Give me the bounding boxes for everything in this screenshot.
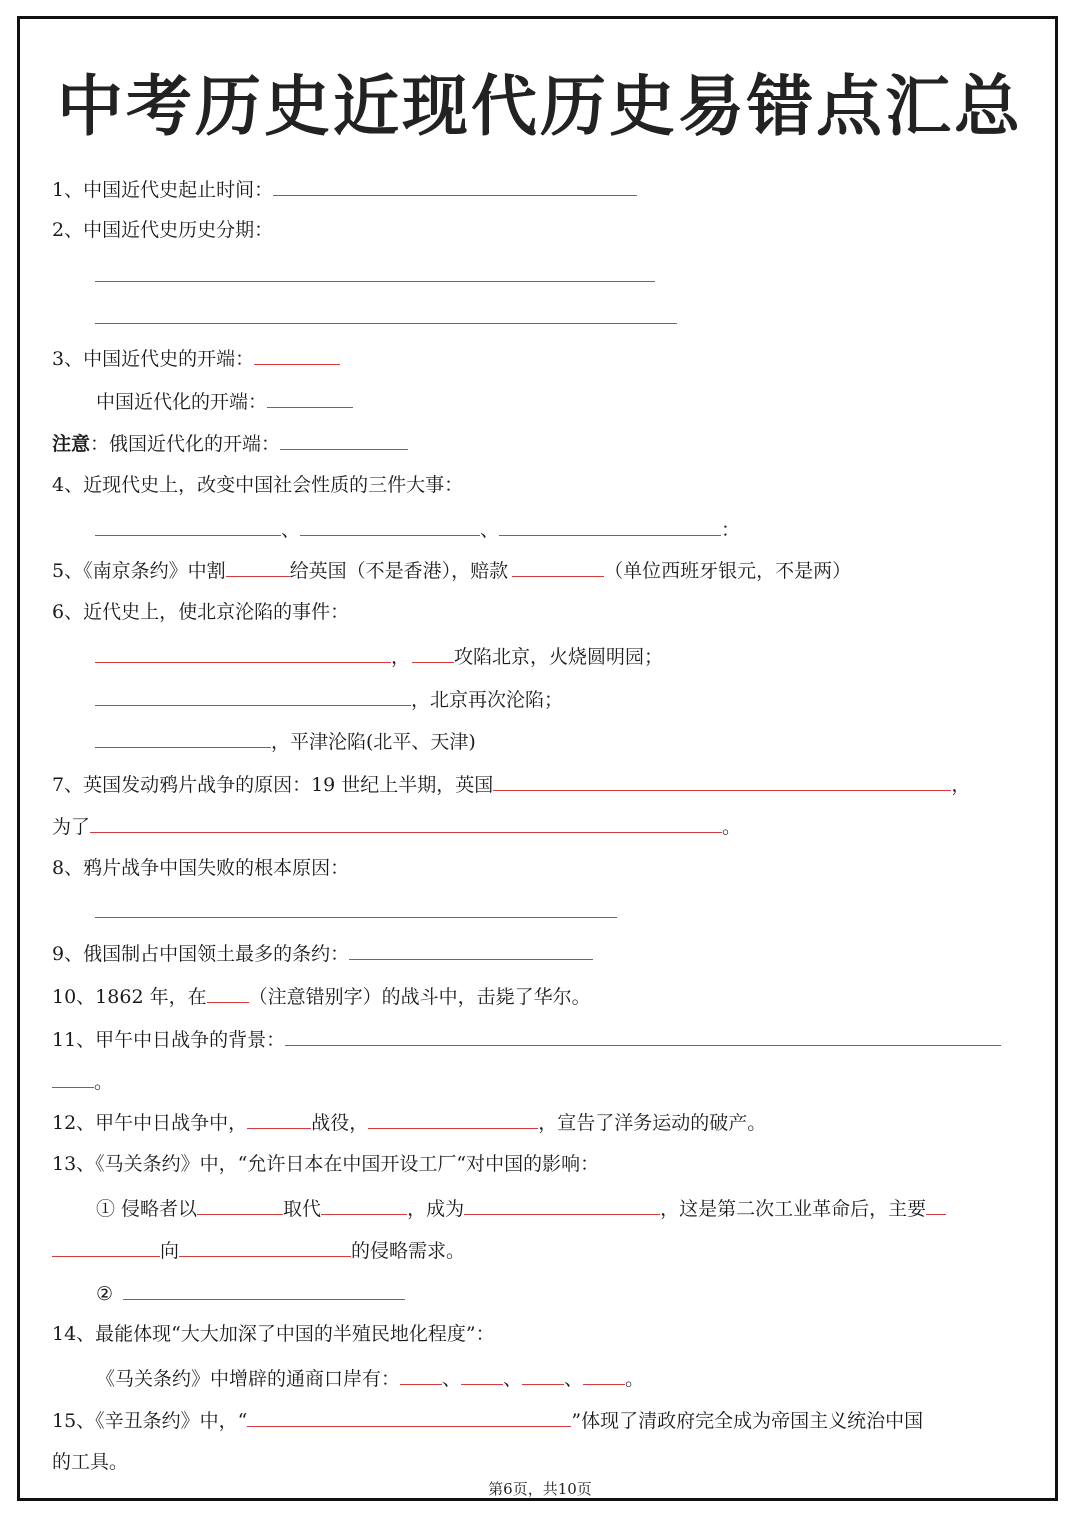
answer-blank[interactable]: [95, 917, 617, 918]
question-13: [52, 1152, 599, 1176]
answer-blank[interactable]: [267, 388, 353, 408]
answer-blank[interactable]: [52, 1237, 160, 1257]
question-text: 为了: [52, 816, 91, 838]
question-text: 11、甲午中日战争的背景：: [52, 1029, 286, 1051]
question-4: [52, 473, 463, 497]
question-text: 取代: [283, 1198, 322, 1220]
answer-blank[interactable]: [512, 557, 604, 577]
question-text: ”体现了清政府完全成为帝国主义统治中国: [571, 1410, 924, 1432]
question-text: 7、英国发动鸦片战争的原因：19 世纪上半期，英国: [52, 774, 494, 796]
question-text: 中国近代化的开端：: [96, 391, 268, 413]
separator: 。: [94, 1071, 114, 1093]
question-text: 的工具。: [52, 1451, 129, 1473]
question-text: 14、最能体现“大大加深了中国的半殖民地化程度”：: [52, 1323, 495, 1345]
question-text: ，平津沦陷(北平、天津): [271, 731, 476, 753]
question-text: 9、俄国制占中国领土最多的条约：: [52, 943, 350, 965]
answer-blank[interactable]: [247, 1407, 571, 1427]
answer-blank[interactable]: [926, 1195, 946, 1215]
question-text: 2、中国近代史历史分期：: [52, 219, 274, 241]
question-15: [52, 1407, 923, 1433]
answer-blank[interactable]: [321, 1195, 407, 1215]
question-3-sub: [96, 388, 353, 414]
question-text: （单位西班牙银元，不是两）: [604, 560, 852, 582]
question-text: ，北京再次沦陷；: [411, 689, 564, 711]
answer-blank[interactable]: [461, 1365, 503, 1385]
answer-blank[interactable]: [207, 983, 249, 1003]
question-11-line-2: [52, 1068, 113, 1094]
question-text: 5、《南京条约》中割: [52, 560, 226, 582]
question-text: 6、近代史上，使北京沦陷的事件：: [52, 601, 350, 623]
question-14-sub: [96, 1365, 644, 1391]
question-7: [52, 771, 970, 797]
answer-blank[interactable]: [123, 1280, 405, 1300]
separator: ：: [721, 519, 741, 541]
question-text: 1、中国近代史起止时间：: [52, 179, 274, 201]
question-11: [52, 1026, 1001, 1052]
question-text: ②: [96, 1283, 114, 1305]
question-7-line-2: [52, 813, 741, 839]
separator: 、: [503, 1368, 523, 1390]
question-text: （注意错别字）的战斗中，击毙了华尔。: [248, 986, 591, 1008]
separator: 、: [564, 1368, 584, 1390]
question-text: 10、1862 年，在: [52, 986, 207, 1008]
page-footer: 第6页，共10页: [488, 1480, 592, 1498]
question-text: 12、甲午中日战争中，: [52, 1112, 248, 1134]
question-text: ：俄国近代化的开端：: [90, 433, 281, 455]
separator: 、: [281, 519, 301, 541]
question-1: [52, 176, 637, 202]
answer-blank[interactable]: [522, 1365, 564, 1385]
question-5: [52, 557, 851, 583]
answer-blank[interactable]: [349, 940, 593, 960]
question-3: [52, 345, 340, 371]
answer-blank[interactable]: [300, 516, 480, 536]
answer-blank[interactable]: [90, 813, 722, 833]
question-text: 攻陷北京，火烧圆明园；: [454, 646, 664, 668]
separator: ，: [951, 774, 971, 796]
question-6-line-2: [95, 686, 563, 712]
note-label: 注意: [52, 433, 91, 455]
question-6-line-1: [95, 643, 663, 669]
question-text: ，成为: [407, 1198, 465, 1220]
answer-blank[interactable]: [400, 1365, 442, 1385]
answer-blank[interactable]: [493, 771, 951, 791]
question-2: [52, 218, 273, 242]
question-text: 战役，: [311, 1112, 369, 1134]
question-4-answers: [95, 516, 740, 542]
question-text: 15、《辛丑条约》中，“: [52, 1410, 248, 1432]
answer-blank[interactable]: [499, 516, 721, 536]
separator: 、: [442, 1368, 462, 1390]
question-12: [52, 1109, 766, 1135]
answer-blank[interactable]: [368, 1109, 538, 1129]
question-text: 4、近现代史上，改变中国社会性质的三件大事：: [52, 474, 464, 496]
answer-blank[interactable]: [247, 1109, 311, 1129]
answer-blank[interactable]: [52, 1068, 94, 1088]
question-text: 8、鸦片战争中国失败的根本原因：: [52, 857, 350, 879]
answer-blank[interactable]: [280, 430, 408, 450]
question-text: 3、中国近代史的开端：: [52, 348, 255, 370]
separator: 。: [722, 816, 742, 838]
question-13-item-1-cont: [52, 1237, 465, 1263]
answer-blank[interactable]: [412, 643, 454, 663]
question-text: 的侵略需求。: [351, 1240, 466, 1262]
question-14: [52, 1322, 495, 1346]
question-9: [52, 940, 593, 966]
separator: 、: [480, 519, 500, 541]
question-text: 向: [160, 1240, 180, 1262]
question-text: ① 侵略者以: [96, 1198, 198, 1220]
question-13-item-2: [96, 1280, 405, 1306]
separator: ，: [391, 646, 411, 668]
page-title: 中考历史近现代历史易错点汇总: [57, 68, 1023, 145]
answer-blank[interactable]: [464, 1195, 660, 1215]
answer-blank[interactable]: [95, 516, 281, 536]
question-10: [52, 983, 591, 1009]
answer-blank[interactable]: [179, 1237, 351, 1257]
question-8: [52, 856, 349, 880]
question-6: [52, 600, 349, 624]
answer-blank[interactable]: [95, 728, 271, 748]
separator: 。: [625, 1368, 645, 1390]
answer-blank[interactable]: [254, 345, 340, 365]
question-text: 《马关条约》中增辟的通商口岸有：: [96, 1368, 401, 1390]
question-13-item-1: [96, 1195, 946, 1221]
answer-blank[interactable]: [95, 686, 411, 706]
question-6-line-3: [95, 728, 476, 754]
answer-blank[interactable]: [583, 1365, 625, 1385]
question-text: ，宣告了洋务运动的破产。: [538, 1112, 767, 1134]
question-text: 13、《马关条约》中，“允许日本在中国开设工厂“对中国的影响：: [52, 1153, 600, 1175]
question-3-note: [52, 430, 408, 456]
answer-blank[interactable]: [273, 176, 637, 196]
answer-blank[interactable]: [197, 1195, 283, 1215]
answer-blank[interactable]: [95, 281, 655, 282]
question-text: 给英国（不是香港），赔款: [289, 560, 509, 582]
answer-blank[interactable]: [95, 323, 677, 324]
answer-blank[interactable]: [226, 557, 290, 577]
question-text: ，这是第二次工业革命后，主要: [660, 1198, 927, 1220]
answer-blank[interactable]: [95, 643, 391, 663]
answer-blank[interactable]: [285, 1026, 1001, 1046]
question-15-line-2: [52, 1450, 128, 1474]
